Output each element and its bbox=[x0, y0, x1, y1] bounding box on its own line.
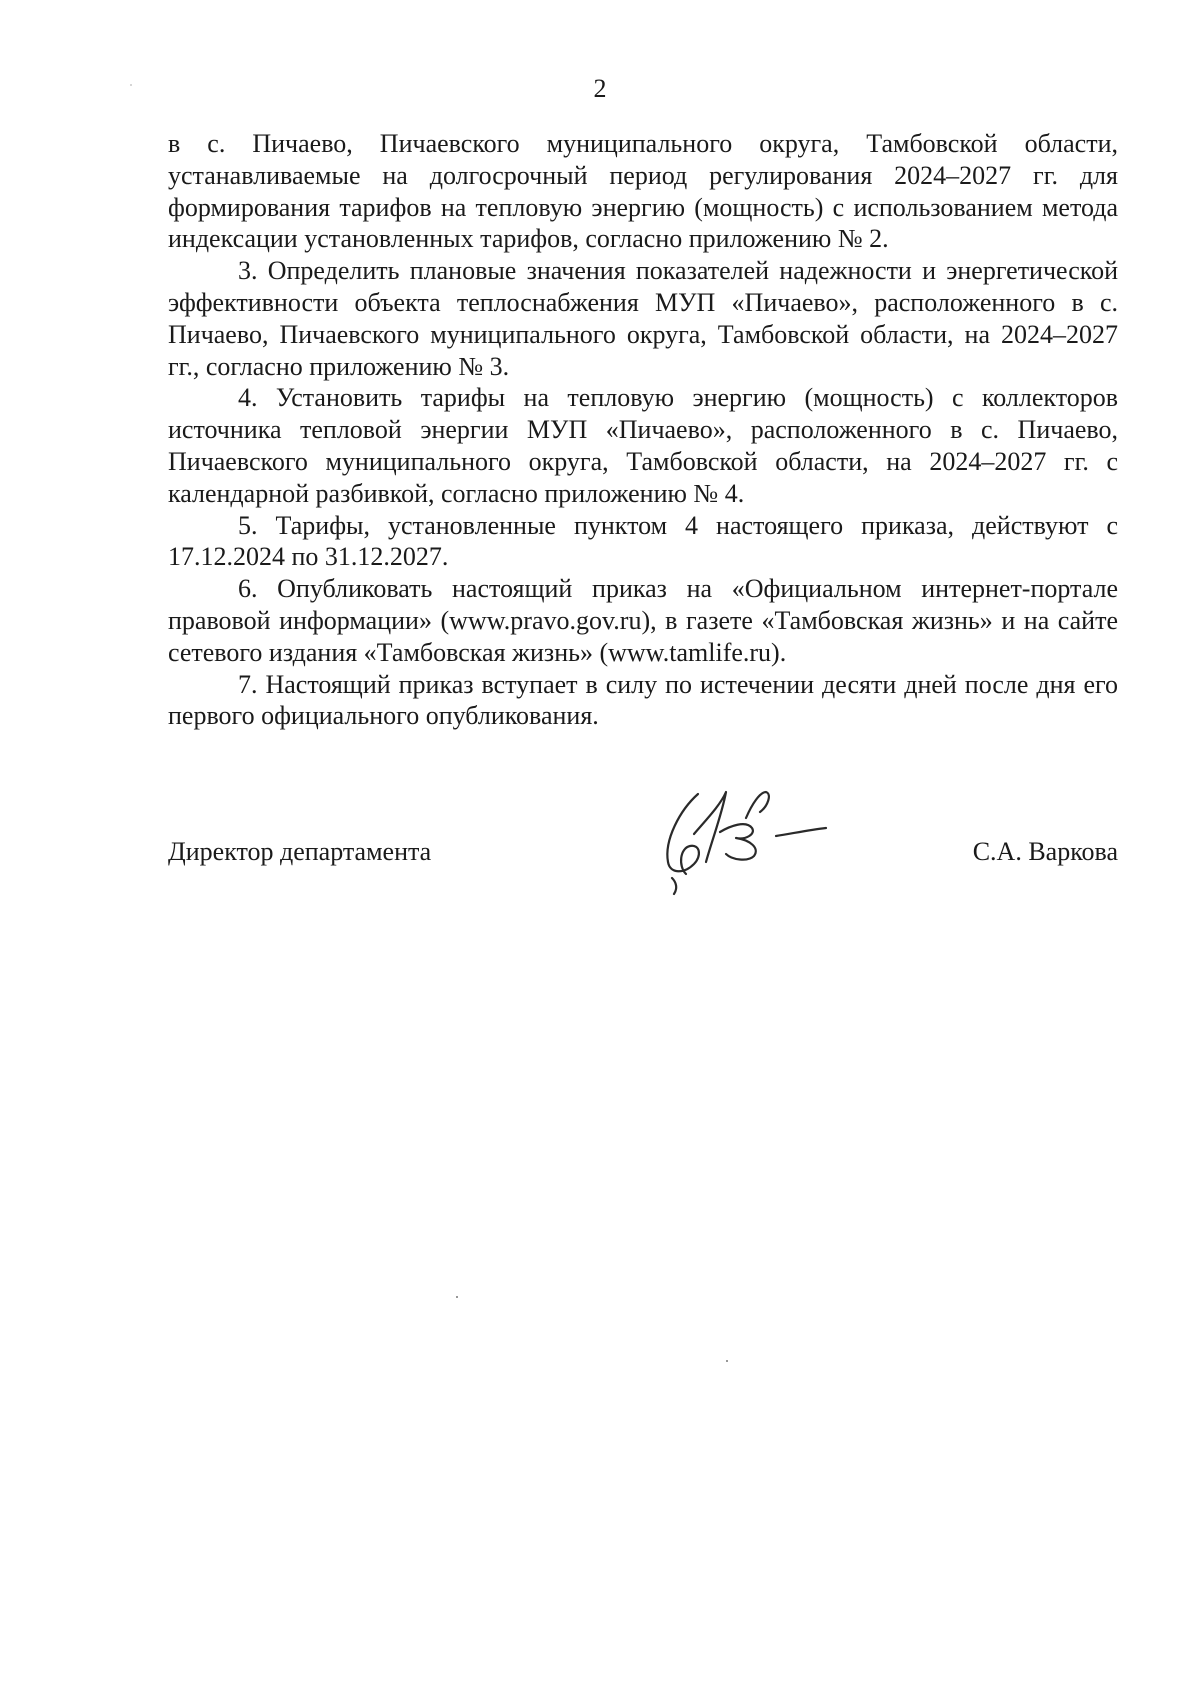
scan-speck bbox=[456, 1296, 458, 1298]
paragraph-continuation: в с. Пичаево, Пичаевского муниципального округа, Тамбовской области, устанавливаемые на долгосрочный период регулирования 2024–2027 гг. для формирования тарифов на тепловую энергию (мощность) с использованием метода индексации установленных тарифов, согласно приложению № 2. bbox=[168, 129, 1118, 254]
handwritten-signature bbox=[650, 770, 850, 900]
paragraph-item-6: 6. Опубликовать настоящий приказ на «Официальном интернет-портале правовой информации» (www.pravo.gov.ru), в газете «Тамбовская жизнь» и на сайте сетевого издания «Тамбовская жизнь» (www.tamlife.ru). bbox=[168, 574, 1118, 667]
signature-block bbox=[168, 836, 1118, 876]
signatory-title: Директор департамента bbox=[168, 837, 432, 866]
scan-speck bbox=[130, 84, 132, 86]
paragraph-item-4: 4. Установить тарифы на тепловую энергию (мощность) с коллекторов источника тепловой энергии МУП «Пичаево», расположенного в с. Пичаево, Пичаевского муниципального округа, Тамбовской области, на 2024–2027 гг. с календарной разбивкой, согласно приложению № 4. bbox=[168, 383, 1118, 508]
document-body bbox=[168, 128, 1118, 732]
paragraph-item-7: 7. Настоящий приказ вступает в силу по истечении десяти дней после дня его первого официального опубликования. bbox=[168, 669, 1118, 731]
page-number: 2 bbox=[593, 74, 607, 103]
paragraph-item-5: 5. Тарифы, установленные пунктом 4 настоящего приказа, действуют с 17.12.2024 по 31.12.2027. bbox=[168, 510, 1118, 572]
paragraph-item-3: 3. Определить плановые значения показателей надежности и энергетической эффективности объекта теплоснабжения МУП «Пичаево», расположенного в с. Пичаево, Пичаевского муниципального округа, Тамбовской области, на 2024–2027 гг., согласно приложению № 3. bbox=[168, 256, 1118, 381]
signatory-name: С.А. Варкова bbox=[972, 837, 1118, 866]
scan-speck bbox=[726, 1360, 728, 1362]
